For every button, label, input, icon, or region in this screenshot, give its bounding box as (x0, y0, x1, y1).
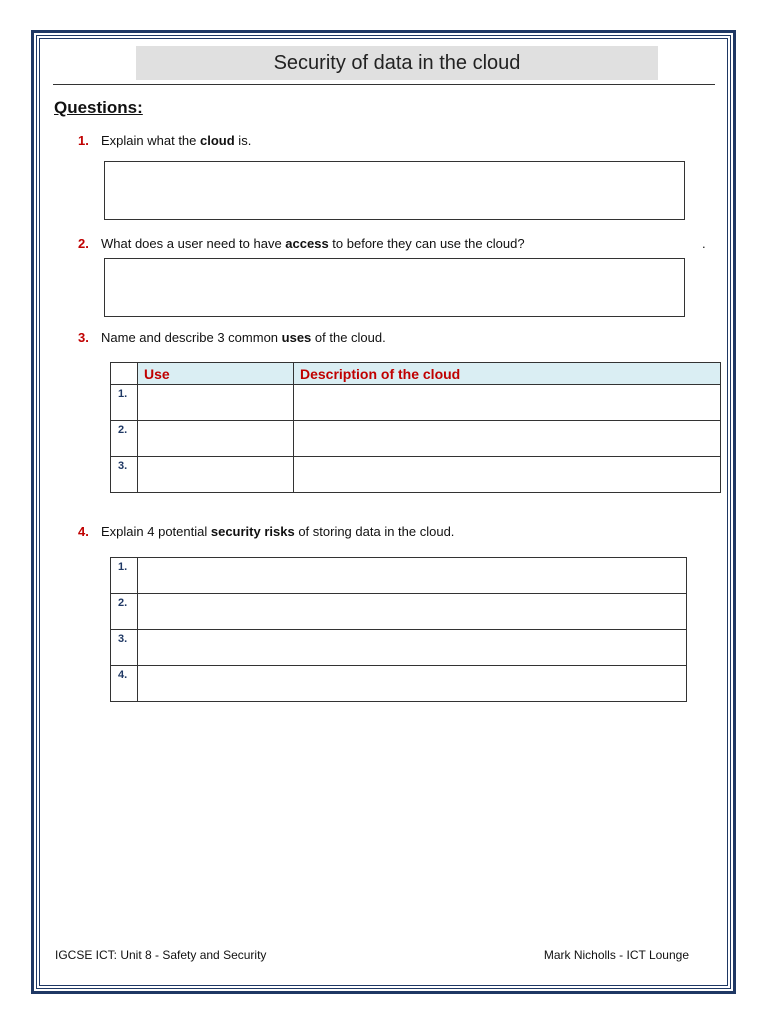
table-row (111, 630, 687, 666)
table-row (111, 457, 721, 493)
question-2 (78, 236, 525, 251)
row-number: 2. (111, 594, 138, 630)
table-header-use: Use (138, 363, 294, 385)
risk-cell[interactable] (138, 666, 687, 702)
table-row (111, 385, 721, 421)
risk-cell[interactable] (138, 594, 687, 630)
question-text: to before they can use the cloud? (328, 236, 525, 251)
uses-table (110, 362, 721, 493)
row-number: 1. (111, 385, 138, 421)
footer-right: Mark Nicholls - ICT Lounge (543, 948, 689, 962)
description-cell[interactable] (294, 421, 721, 457)
description-cell[interactable] (294, 385, 721, 421)
risk-cell[interactable] (138, 630, 687, 666)
use-cell[interactable] (138, 385, 294, 421)
use-cell[interactable] (138, 421, 294, 457)
table-row (111, 594, 687, 630)
table-row (111, 558, 687, 594)
row-number: 4. (111, 666, 138, 702)
question-keyword: access (285, 236, 329, 251)
table-header-row (111, 363, 721, 385)
question-number: 3. (78, 330, 89, 345)
table-header-description: Description of the cloud (294, 363, 721, 385)
table-header-blank (111, 363, 138, 385)
footer-left: IGCSE ICT: Unit 8 - Safety and Security (55, 948, 267, 962)
question-keyword: cloud (200, 133, 235, 148)
question-text: What does a user need to have (101, 236, 286, 251)
table-row (111, 666, 687, 702)
row-number: 1. (111, 558, 138, 594)
question-text: of the cloud. (311, 330, 386, 345)
row-number: 3. (111, 457, 138, 493)
question-number: 1. (78, 133, 89, 148)
question-keyword: uses (281, 330, 312, 345)
question-number: 2. (78, 236, 89, 251)
question-text: is. (234, 133, 252, 148)
question-1 (78, 133, 251, 148)
answer-box-2[interactable] (104, 258, 685, 317)
question-text: Name and describe 3 common (101, 330, 282, 345)
question-3 (78, 330, 386, 345)
row-number: 3. (111, 630, 138, 666)
question-text: Explain what the (101, 133, 201, 148)
question-number: 4. (78, 524, 89, 539)
question-keyword: security risks (210, 524, 295, 539)
title-divider (53, 84, 715, 85)
question-4 (78, 524, 454, 539)
stray-dot: . (702, 236, 706, 251)
page-title: Security of data in the cloud (136, 46, 658, 80)
description-cell[interactable] (294, 457, 721, 493)
row-number: 2. (111, 421, 138, 457)
question-text: Explain 4 potential (101, 524, 211, 539)
security-risks-table (110, 557, 687, 702)
answer-box-1[interactable] (104, 161, 685, 220)
use-cell[interactable] (138, 457, 294, 493)
question-text: of storing data in the cloud. (294, 524, 455, 539)
table-row (111, 421, 721, 457)
questions-heading: Questions: (54, 98, 143, 117)
risk-cell[interactable] (138, 558, 687, 594)
